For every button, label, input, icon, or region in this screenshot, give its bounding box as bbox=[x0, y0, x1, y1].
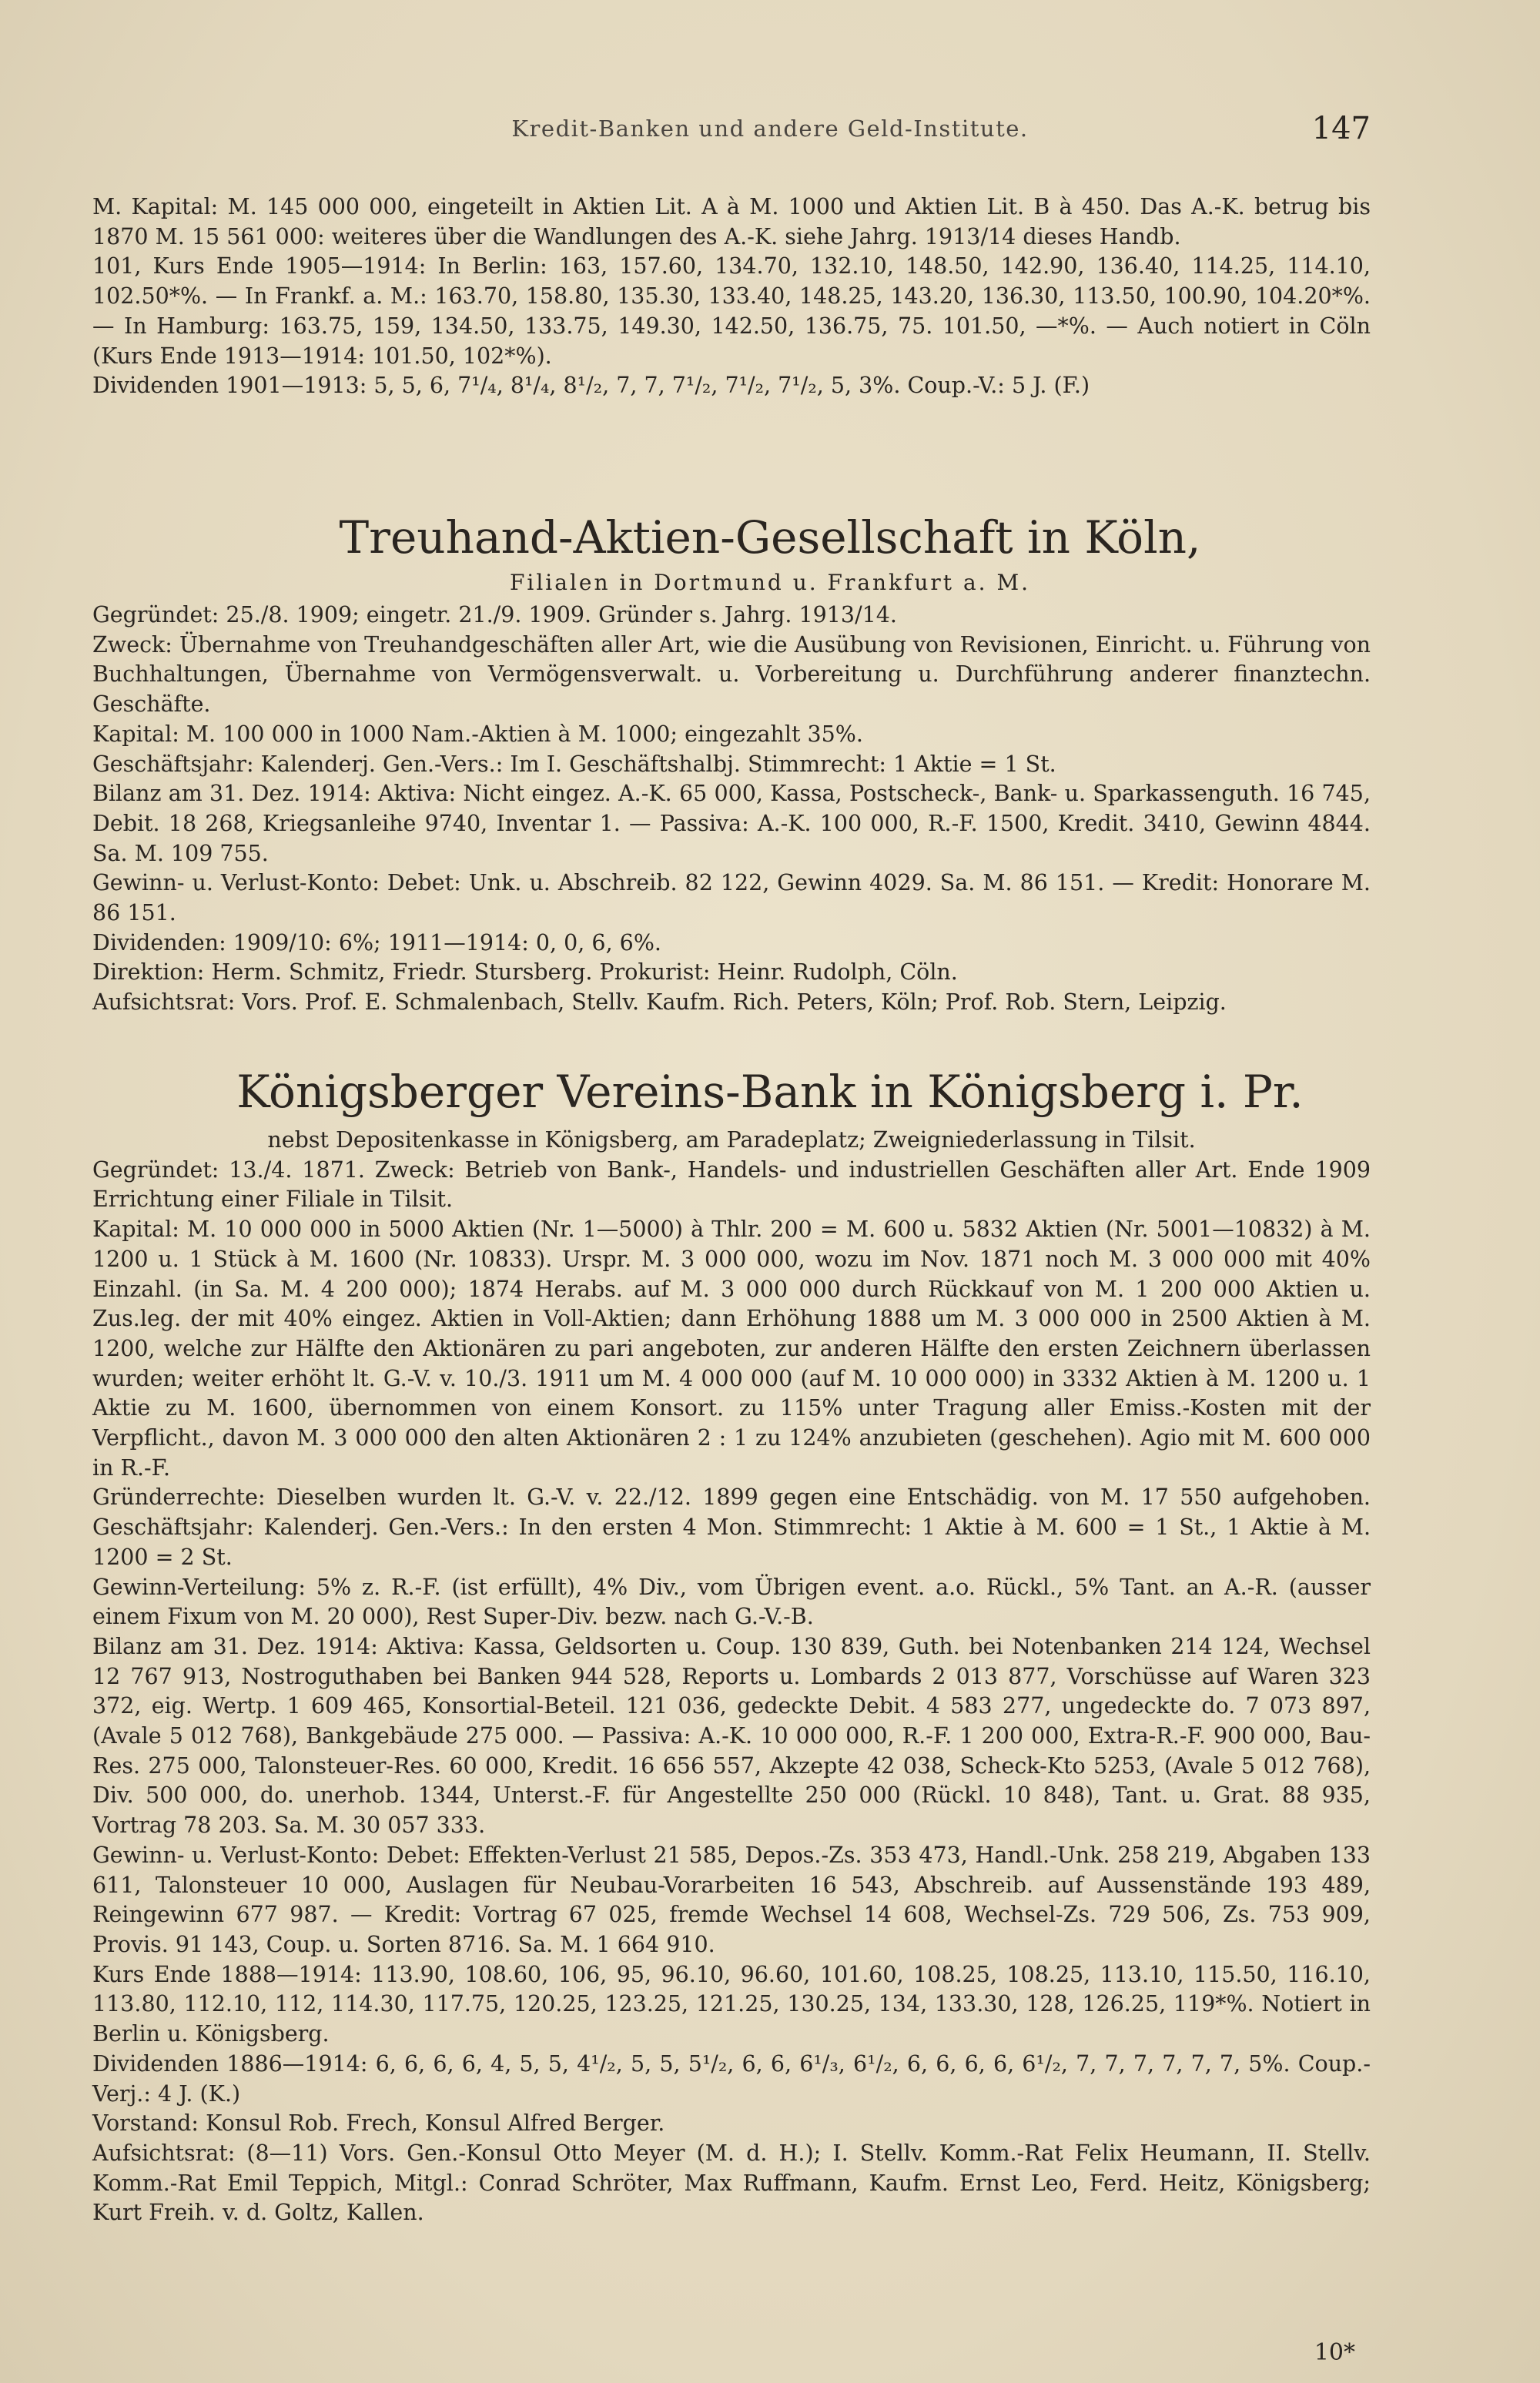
section1-gegruendet: Gegründet: 25./8. 1909; eingetr. 21./9. 1909. Gründer s. Jahrg. 1913/14. bbox=[92, 602, 897, 628]
intro-kurs: 101, Kurs Ende 1905—1914: In Berlin: 163, 157.60, 134.70, 132.10, 148.50, 142.90, 136.40, 114.25, 114.10, 102.50*%. — In Frankf. a. M.: 163.70, 158.80, 135.30, 133.40, 148.25, 143.20, 136.30, 113.50, 100.90, 104.20*%. — In Hamburg: 163.75, 159, 134.50, 133.75, 149.30, 142.50, 136.75, 75. 101.50, —*%. — Auch notiert in Cöln (Kurs Ende 1913—1914: 101.50, 102*%). bbox=[92, 253, 1371, 369]
section2-body bbox=[92, 1126, 1371, 2228]
section2-gewinn-verlust: Gewinn- u. Verlust-Konto: Debet: Effekten-Verlust 21 585, Depos.-Zs. 353 473, Handl.-Unk. 258 219, Abgaben 133 611, Talonsteuer 10 000, Auslagen für Neubau-Vorarbeiten 16 543, Abschreib. auf Aussenstände 193 489, Reingewinn 677 987. — Kredit: Vortrag 67 025, fremde Wechsel 14 608, Wechsel-Zs. 729 506, Zs. 753 909, Provis. 91 143, Coup. u. Sorten 8716. Sa. M. 1 664 910. bbox=[92, 1842, 1371, 1957]
section1-aufsichtsrat: Aufsichtsrat: Vors. Prof. E. Schmalenbach, Stellv. Kaufm. Rich. Peters, Köln; Prof. Rob. Stern, Leipzig. bbox=[92, 989, 1227, 1016]
running-header bbox=[0, 111, 1540, 162]
section2-title: Königsberger Vereins-Bank in Königsberg i. Pr. bbox=[236, 1066, 1304, 1118]
section2-aufsichtsrat: Aufsichtsrat: (8—11) Vors. Gen.-Konsul Otto Meyer (M. d. H.); I. Stellv. Komm.-Rat Felix Heumann, II. Stellv. Komm.-Rat Emil Teppich, Mitgl.: Conrad Schröter, Max Ruffmann, Kaufm. Ernst Leo, Ferd. Heitz, Königsberg; Kurt Freih. v. d. Goltz, Kallen. bbox=[92, 2140, 1371, 2226]
section2-subtitle: nebst Depositenkasse in Königsberg, am Paradeplatz; Zweigniederlassung in Tilsit. bbox=[267, 1127, 1196, 1153]
section1-gewinn-verlust: Gewinn- u. Verlust-Konto: Debet: Unk. u. Abschreib. 82 122, Gewinn 4029. Sa. M. 86 151. — Kredit: Honorare M. 86 151. bbox=[92, 870, 1371, 926]
section1-geschaeftsjahr: Geschäftsjahr: Kalenderj. Gen.-Vers.: Im I. Geschäftshalbj. Stimmrecht: 1 Aktie = 1 St. bbox=[92, 751, 1056, 777]
section1-direktion: Direktion: Herm. Schmitz, Friedr. Stursberg. Prokurist: Heinr. Rudolph, Cöln. bbox=[92, 959, 958, 986]
intro-kapital: M. Kapital: M. 145 000 000, eingeteilt in Aktien Lit. A à M. 1000 und Aktien Lit. B à 450. Das A.-K. betrug bis 1870 M. 15 561 000: weiteres über die Wandlungen des A.-K. siehe Jahrg. 1913/14 dieses Handb. bbox=[92, 194, 1371, 249]
section1-body bbox=[92, 601, 1371, 1018]
page-number: 147 bbox=[1311, 111, 1371, 146]
signature-mark: 10* bbox=[1314, 2339, 1355, 2366]
running-title: Kredit-Banken und andere Geld-Institute. bbox=[511, 115, 1029, 142]
section1-subtitle: Filialen in Dortmund u. Frankfurt a. M. bbox=[509, 570, 1031, 595]
section2-kurs: Kurs Ende 1888—1914: 113.90, 108.60, 106, 95, 96.10, 96.60, 101.60, 108.25, 108.25, 113.10, 115.50, 116.10, 113.80, 112.10, 112, 114.30, 117.75, 120.25, 123.25, 121.25, 130.25, 134, 133.30, 128, 126.25, 119*%. Notiert in Berlin u. Königsberg. bbox=[92, 1961, 1371, 2047]
section2-kapital: Kapital: M. 10 000 000 in 5000 Aktien (Nr. 1—5000) à Thlr. 200 = M. 600 u. 5832 Aktien (Nr. 5001—10832) à M. 1200 u. 1 Stück à M. 1600 (Nr. 10833). Urspr. M. 3 000 000, wozu im Nov. 1871 noch M. 3 000 000 mit 40% Einzahl. (in Sa. M. 4 200 000); 1874 Herabs. auf M. 3 000 000 durch Rückkauf von M. 1 200 000 Aktien u. Zus.leg. der mit 40% eingez. Aktien in Voll-Aktien; dann Erhöhung 1888 um M. 3 000 000 in 2500 Aktien à M. 1200, welche zur Hälfte den Aktionären zu pari angeboten, zur anderen Hälfte den ersten Zeichnern überlassen wurden; weiter erhöht lt. G.-V. v. 10./3. 1911 um M. 4 000 000 (auf M. 10 000 000) in 3332 Aktien à M. 1200 u. 1 Aktie zu M. 1600, übernommen von einem Konsort. zu 115% unter Tragung aller Emiss.-Kosten mit der Verpflicht., davon M. 3 000 000 den alten Aktionären 2 : 1 zu 124% anzubieten (geschehen). Agio mit M. 600 000 in R.-F. bbox=[92, 1217, 1371, 1481]
intro-dividenden: Dividenden 1901—1913: 5, 5, 6, 7¹/₄, 8¹/₄, 8¹/₂, 7, 7, 7¹/₂, 7¹/₂, 7¹/₂, 5, 3%. Coup.-V.: 5 J. (F.) bbox=[92, 373, 1090, 399]
section2-bilanz: Bilanz am 31. Dez. 1914: Aktiva: Kassa, Geldsorten u. Coup. 130 839, Guth. bei Notenbanken 214 124, Wechsel 12 767 913, Nostroguthaben bei Banken 944 528, Reports u. Lombards 2 013 877, Vorschüsse auf Waren 323 372, eig. Wertp. 1 609 465, Konsortial-Beteil. 121 036, gedeckte Debit. 4 583 277, ungedeckte do. 7 073 897, (Avale 5 012 768), Bankgebäude 275 000. — Passiva: A.-K. 10 000 000, R.-F. 1 200 000, Extra-R.-F. 900 000, Bau-Res. 275 000, Talonsteuer-Res. 60 000, Kredit. 16 656 557, Akzepte 42 038, Scheck-Kto 5253, (Avale 5 012 768), Div. 500 000, do. unerhob. 1344, Unterst.-F. für Angestellte 250 000 (Rückl. 10 848), Tant. u. Grat. 88 935, Vortrag 78 203. Sa. M. 30 057 333. bbox=[92, 1633, 1371, 1839]
section2-gruenderrechte: Gründerrechte: Dieselben wurden lt. G.-V. v. 22./12. 1899 gegen eine Entschädig. von M. 17 550 aufgehoben. Geschäftsjahr: Kalenderj. Gen.-Vers.: In den ersten 4 Mon. Stimmrecht: 1 Aktie à M. 600 = 1 St., 1 Aktie à M. 1200 = 2 St. bbox=[92, 1484, 1371, 1570]
section2-vorstand: Vorstand: Konsul Rob. Frech, Konsul Alfred Berger. bbox=[92, 2110, 665, 2137]
section2-dividenden: Dividenden 1886—1914: 6, 6, 6, 6, 4, 5, 5, 4¹/₂, 5, 5, 5¹/₂, 6, 6, 6¹/₃, 6¹/₂, 6, 6, 6, 6, 6¹/₂, 7, 7, 7, 7, 7, 7, 5%. Coup.-Verj.: 4 J. (K.) bbox=[92, 2050, 1371, 2107]
section1-dividenden: Dividenden: 1909/10: 6%; 1911—1914: 0, 0, 6, 6%. bbox=[92, 929, 661, 956]
intro-block bbox=[92, 192, 1371, 401]
section2-gewinn-verteilung: Gewinn-Verteilung: 5% z. R.-F. (ist erfüllt), 4% Div., vom Übrigen event. a.o. Rückl., 5% Tant. an A.-R. (ausser einem Fixum von M. 20 000), Rest Super-Div. bezw. nach G.-V.-B. bbox=[92, 1574, 1371, 1630]
section1-title: Treuhand-Aktien-Gesellschaft in Köln, bbox=[339, 511, 1201, 564]
section2-gegruendet: Gegründet: 13./4. 1871. Zweck: Betrieb von Bank-, Handels- und industriellen Geschäften aller Art. Ende 1909 Errichtung einer Filiale in Tilsit. bbox=[92, 1156, 1371, 1213]
section1-zweck: Zweck: Übernahme von Treuhandgeschäften aller Art, wie die Ausübung von Revisionen, Einricht. u. Führung von Buchhaltungen, Übernahme von Vermögensverwalt. u. Vorbereitung u. Durchführung anderer finanztechn. Geschäfte. bbox=[92, 631, 1371, 718]
section1-kapital: Kapital: M. 100 000 in 1000 Nam.-Aktien à M. 1000; eingezahlt 35%. bbox=[92, 721, 863, 747]
section1-bilanz: Bilanz am 31. Dez. 1914: Aktiva: Nicht eingez. A.-K. 65 000, Kassa, Postscheck-, Bank- u. Sparkassenguth. 16 745, Debit. 18 268, Kriegsanleihe 9740, Inventar 1. — Passiva: A.-K. 100 000, R.-F. 1500, Kredit. 3410, Gewinn 4844. Sa. M. 109 755. bbox=[92, 781, 1371, 866]
